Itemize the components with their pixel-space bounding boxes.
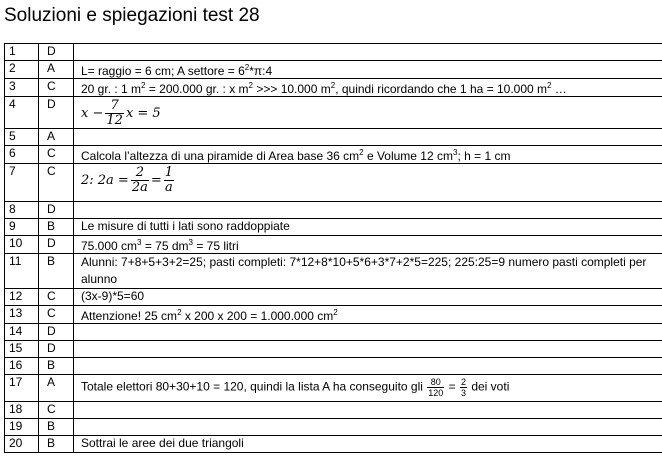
row-answer: C bbox=[39, 146, 74, 164]
row-explanation: (3x-9)*5=60 bbox=[74, 289, 662, 306]
table-row bbox=[5, 44, 662, 61]
row-number: 1 bbox=[5, 44, 39, 61]
row-number: 7 bbox=[5, 164, 39, 202]
row-explanation: Attenzione! 25 $cm^2$ x 200 x 200 = 1.000.000 $cm^2$ bbox=[74, 306, 662, 324]
row-number: 16 bbox=[5, 358, 39, 375]
row-explanation: Alunni: 7+8+5+3+2=25; pasti completi: 7*12+8*10+5*6+3*7+2*5=225; 225:25=9 numero pasti completi per alunno bbox=[74, 254, 662, 289]
row-number: 18 bbox=[5, 402, 39, 419]
row-number: 19 bbox=[5, 419, 39, 436]
table-row bbox=[5, 146, 662, 164]
row-answer: B bbox=[39, 358, 74, 375]
table-row bbox=[5, 306, 662, 324]
row-explanation: Calcola l’altezza di una piramide di Area base 36 $cm^2$ e Volume 12 $cm^3$; h = 1 cm bbox=[74, 146, 662, 164]
row-number: 10 bbox=[5, 236, 39, 254]
row-number: 2 bbox=[5, 61, 39, 79]
row-explanation bbox=[74, 341, 662, 358]
row-answer: D bbox=[39, 97, 74, 129]
row-explanation: 2: 2a = $\frac{2}{2a}$ = $\frac{1}{a}$ bbox=[74, 164, 662, 202]
row-answer: A bbox=[39, 129, 74, 146]
row-explanation: x − $\frac{7}{12}$ x = 5 bbox=[74, 97, 662, 129]
row-explanation: Sottrai le aree dei due triangoli bbox=[74, 436, 662, 453]
table-row bbox=[5, 129, 662, 146]
table-row bbox=[5, 289, 662, 306]
row-number: 11 bbox=[5, 254, 39, 289]
row-explanation bbox=[74, 419, 662, 436]
row-number: 8 bbox=[5, 202, 39, 219]
row-answer: C bbox=[39, 289, 74, 306]
table-row bbox=[5, 61, 662, 79]
row-explanation bbox=[74, 358, 662, 375]
table-row bbox=[5, 358, 662, 375]
fraction: $\frac{1}{a}$ bbox=[164, 165, 174, 195]
row-number: 15 bbox=[5, 341, 39, 358]
table-row bbox=[5, 419, 662, 436]
row-explanation: Le misure di tutti i lati sono raddoppiate bbox=[74, 219, 662, 236]
table-row bbox=[5, 402, 662, 419]
row-answer: B bbox=[39, 419, 74, 436]
row-explanation: 20 gr. : 1 $m^2 = 200.000$ gr. : x $m^2$ >>> 10.000 $m^2$, quindi ricordando che 1 ha = 10.000 $m^2$ … bbox=[74, 79, 662, 97]
row-number: 5 bbox=[5, 129, 39, 146]
row-explanation bbox=[74, 324, 662, 341]
row-explanation bbox=[74, 129, 662, 146]
row-answer: D bbox=[39, 341, 74, 358]
row-answer: D bbox=[39, 236, 74, 254]
row-number: 4 bbox=[5, 97, 39, 129]
row-number: 9 bbox=[5, 219, 39, 236]
row-answer: D bbox=[39, 44, 74, 61]
row-explanation: L= raggio = 6 cm; A settore = $6^2*\pi:4$ bbox=[74, 61, 662, 79]
row-number: 3 bbox=[5, 79, 39, 97]
table-row bbox=[5, 202, 662, 219]
row-explanation bbox=[74, 44, 662, 61]
row-number: 6 bbox=[5, 146, 39, 164]
row-answer: A bbox=[39, 61, 74, 79]
row-explanation: 75.000 $cm^3 = 75$ $dm^3 = 75$ litri bbox=[74, 236, 662, 254]
row-explanation bbox=[74, 402, 662, 419]
fraction: $\frac{2}{2a}$ bbox=[131, 165, 148, 195]
row-number: 14 bbox=[5, 324, 39, 341]
row-number: 17 bbox=[5, 375, 39, 402]
fraction: $\frac{7}{12}$ bbox=[106, 98, 123, 128]
table-row bbox=[5, 219, 662, 236]
table-row bbox=[5, 341, 662, 358]
row-answer: C bbox=[39, 79, 74, 97]
row-explanation bbox=[74, 202, 662, 219]
answers-table bbox=[4, 43, 662, 453]
row-answer: C bbox=[39, 164, 74, 202]
table-row bbox=[5, 97, 662, 129]
table-row bbox=[5, 79, 662, 97]
row-number: 13 bbox=[5, 306, 39, 324]
row-answer: C bbox=[39, 306, 74, 324]
table-row bbox=[5, 324, 662, 341]
row-answer: B bbox=[39, 254, 74, 289]
row-answer: D bbox=[39, 202, 74, 219]
page-title: Soluzioni e spiegazioni test 28 bbox=[4, 5, 260, 26]
row-number: 12 bbox=[5, 289, 39, 306]
table-row bbox=[5, 236, 662, 254]
table-row bbox=[5, 254, 662, 289]
row-explanation: Totale elettori 80+30+10 = 120, quindi la lista A ha conseguito gli $\frac{80}{120}$ = $\frac{2}{3}$ dei voti bbox=[74, 375, 662, 402]
fraction: $\frac{80}{120}$ bbox=[428, 377, 444, 398]
row-answer: B bbox=[39, 219, 74, 236]
row-answer: B bbox=[39, 436, 74, 453]
fraction: $\frac{2}{3}$ bbox=[460, 377, 466, 398]
table-row bbox=[5, 164, 662, 202]
row-answer: C bbox=[39, 402, 74, 419]
table-row bbox=[5, 375, 662, 402]
row-answer: D bbox=[39, 324, 74, 341]
row-number: 20 bbox=[5, 436, 39, 453]
row-answer: A bbox=[39, 375, 74, 402]
table-row bbox=[5, 436, 662, 453]
